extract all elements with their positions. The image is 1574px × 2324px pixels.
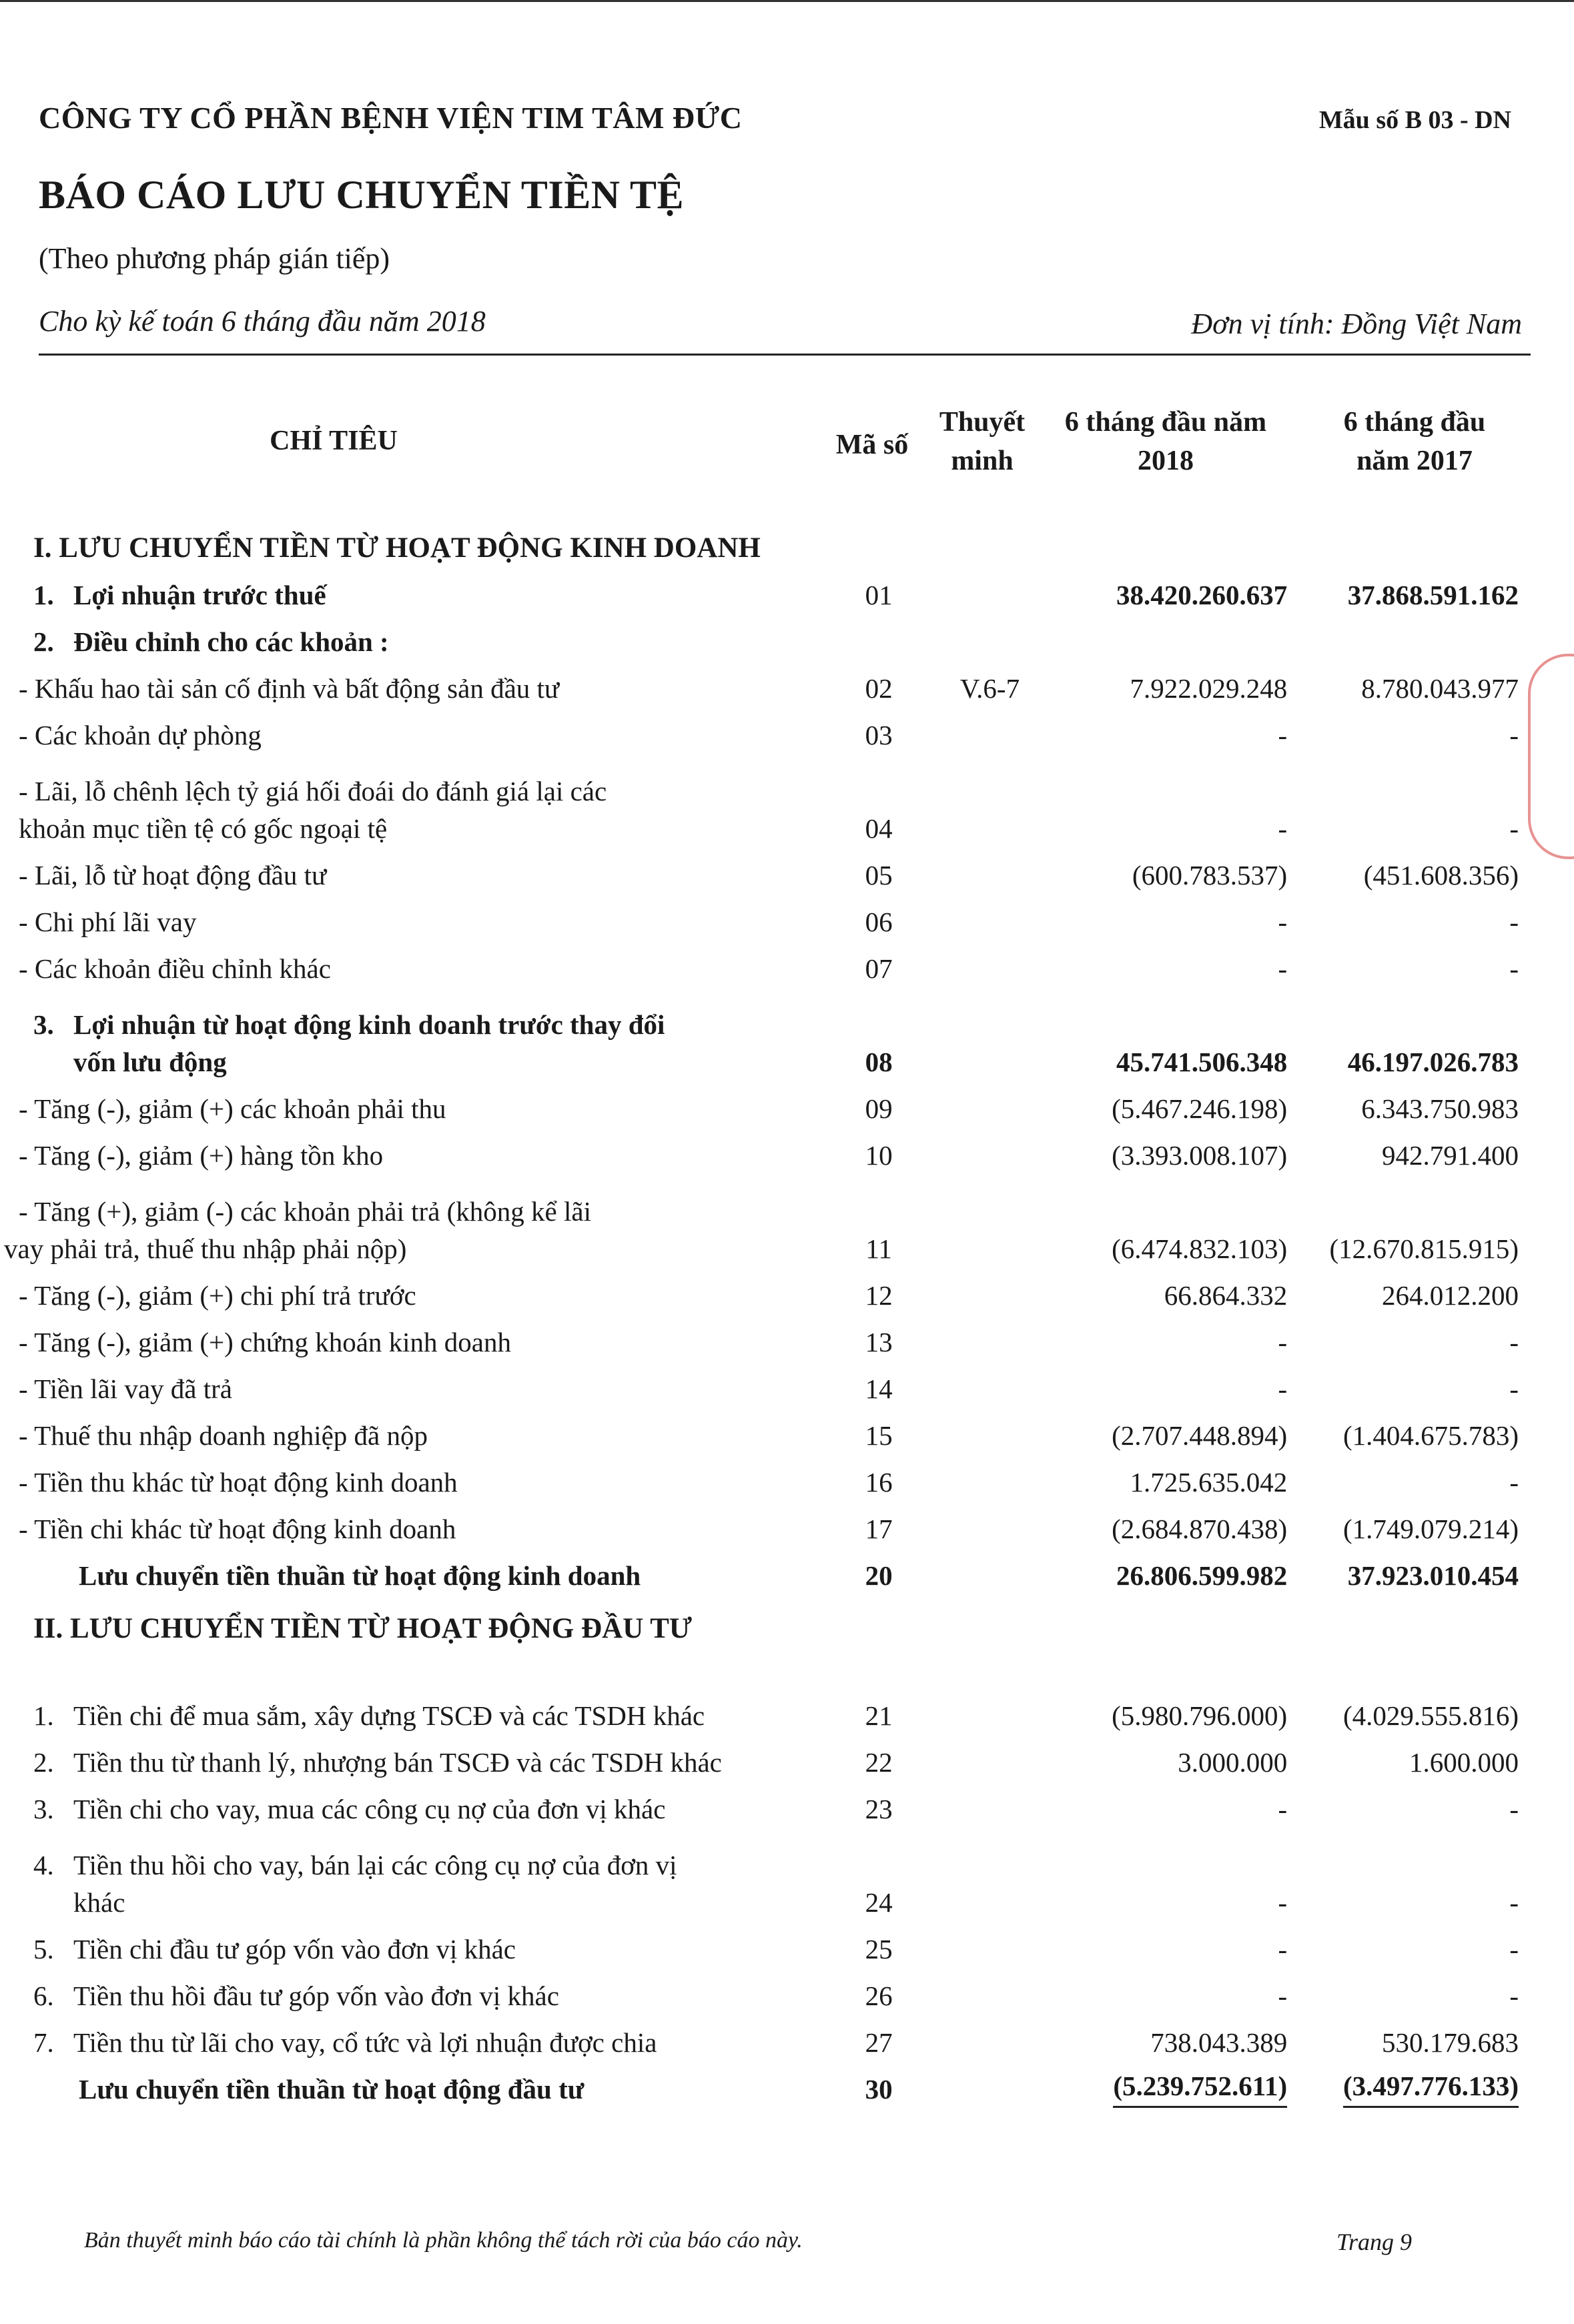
row-value-previous xyxy=(1299,614,1528,660)
row-value-previous: - xyxy=(1509,1373,1519,1404)
row-number: 3. xyxy=(33,1794,54,1824)
row-value-current: (3.393.008.107) xyxy=(1112,1140,1288,1171)
footer-note: Bản thuyết minh báo cáo tài chính là phần không thể tách rời của báo cáo này. xyxy=(84,2228,803,2253)
row-value-previous: (1.404.675.783) xyxy=(1342,1420,1519,1451)
col-header-current-line1: 6 tháng đầu năm xyxy=(1064,407,1267,438)
row-value-current: 7.922.029.248 xyxy=(1130,673,1288,704)
row-value-current: 45.741.506.348 xyxy=(1116,1047,1288,1077)
row-value-previous: (1.749.079.214) xyxy=(1342,1514,1519,1544)
row-value-previous: 264.012.200 xyxy=(1382,1280,1519,1311)
table-row xyxy=(33,660,1528,707)
row-value-previous: - xyxy=(1509,813,1519,844)
row-code: 14 xyxy=(865,1373,893,1404)
company-name: CÔNG TY CỔ PHẦN BỆNH VIỆN TIM TÂM ĐỨC xyxy=(39,101,743,135)
total-row xyxy=(33,1548,1528,1594)
row-label: Tiền chi cho vay, mua các công cụ nợ của đơn vị khác xyxy=(73,1794,666,1824)
row-number: 4. xyxy=(33,1850,54,1880)
row-note xyxy=(929,1174,1050,1267)
row-code: 21 xyxy=(865,1700,893,1731)
row-code: 06 xyxy=(865,907,893,937)
col-header-item xyxy=(200,422,467,460)
row-label-line1: Tiền thu hồi cho vay, bán lại các công cụ nợ của đơn vị xyxy=(73,1850,677,1880)
col-header-current-line2: 2018 xyxy=(1138,446,1194,476)
row-value-current: - xyxy=(1278,1934,1288,1964)
report-method: (Theo phương pháp gián tiếp) xyxy=(39,242,390,275)
table-row xyxy=(33,1828,1528,1921)
row-note xyxy=(929,1501,1050,1548)
row-value-previous: 8.780.043.977 xyxy=(1361,673,1519,704)
table-row xyxy=(33,2014,1528,2061)
row-value-previous: 530.179.683 xyxy=(1382,2027,1519,2058)
row-label: - Tăng (-), giảm (+) chứng khoán kinh doanh xyxy=(19,1327,511,1357)
row-value-current: 738.043.389 xyxy=(1150,2027,1288,2058)
table-row xyxy=(33,1314,1528,1361)
table-row xyxy=(33,1688,1528,1734)
table-row xyxy=(33,1361,1528,1407)
section-heading xyxy=(33,520,1528,567)
row-label: Điều chỉnh cho các khoản : xyxy=(73,626,389,657)
table-row xyxy=(33,847,1528,894)
row-value-current: - xyxy=(1278,953,1288,984)
row-number: 5. xyxy=(33,1934,54,1964)
cash-flow-table xyxy=(4,520,1528,2108)
section2-title: II. LƯU CHUYỂN TIỀN TỪ HOẠT ĐỘNG ĐẦU TƯ xyxy=(33,1613,693,1644)
row-label: - Tăng (-), giảm (+) hàng tồn kho xyxy=(19,1140,384,1171)
col-header-code-label: Mã số xyxy=(835,430,909,460)
table-row xyxy=(33,1501,1528,1548)
row-note xyxy=(929,1127,1050,1174)
row-value-current xyxy=(1050,614,1299,660)
table-row xyxy=(33,1127,1528,1174)
row-value-previous: (12.670.815.915) xyxy=(1329,1233,1519,1264)
row-value-current: (5.467.246.198) xyxy=(1112,1093,1288,1124)
row-note xyxy=(929,987,1050,1081)
row-value-current: - xyxy=(1278,1327,1288,1357)
table-row xyxy=(33,754,1528,847)
row-number: 7. xyxy=(33,2027,54,2058)
row-note xyxy=(929,894,1050,941)
table-row xyxy=(33,941,1528,987)
row-note xyxy=(929,941,1050,987)
row-note xyxy=(929,1314,1050,1361)
row-value-current: 66.864.332 xyxy=(1164,1280,1288,1311)
row-value-previous: (3.497.776.133) xyxy=(1343,2067,1519,2108)
row-value-current: 26.806.599.982 xyxy=(1116,1560,1288,1591)
table-row xyxy=(33,1407,1528,1454)
row-code: 11 xyxy=(865,1233,892,1264)
row-value-current: - xyxy=(1278,1373,1288,1404)
page-top-border xyxy=(0,0,1574,2)
row-note xyxy=(929,754,1050,847)
row-value-previous: - xyxy=(1509,1794,1519,1824)
row-code: 01 xyxy=(865,580,893,610)
row-code xyxy=(829,614,929,660)
report-title: BÁO CÁO LƯU CHUYỂN TIỀN TỆ xyxy=(39,173,685,217)
row-code: 26 xyxy=(865,1980,893,2011)
row-code: 10 xyxy=(865,1140,893,1171)
col-header-code xyxy=(822,426,922,464)
row-value-current: (6.474.832.103) xyxy=(1112,1233,1288,1264)
row-code: 12 xyxy=(865,1280,893,1311)
row-note xyxy=(929,1548,1050,1594)
row-code: 04 xyxy=(865,813,893,844)
row-value-previous: 6.343.750.983 xyxy=(1361,1093,1519,1124)
col-header-current xyxy=(1042,403,1289,480)
table-row xyxy=(33,894,1528,941)
row-note xyxy=(929,847,1050,894)
row-label: - Thuế thu nhập doanh nghiệp đã nộp xyxy=(19,1420,428,1451)
row-value-previous: - xyxy=(1509,1327,1519,1357)
table-row xyxy=(33,1454,1528,1501)
row-note xyxy=(929,1407,1050,1454)
total-row xyxy=(33,2061,1528,2108)
table-row xyxy=(33,1781,1528,1828)
row-label: Lưu chuyển tiền thuần từ hoạt động kinh doanh xyxy=(79,1560,641,1591)
col-header-previous-line2: năm 2017 xyxy=(1356,446,1473,476)
row-value-current: 1.725.635.042 xyxy=(1130,1467,1288,1498)
col-header-note xyxy=(922,403,1042,480)
row-label-line1: Lợi nhuận từ hoạt động kinh doanh trước thay đổi xyxy=(73,1009,665,1040)
col-header-note-line2: minh xyxy=(951,446,1014,476)
row-value-previous: - xyxy=(1509,1887,1519,1918)
row-code: 23 xyxy=(865,1794,893,1824)
row-label: - Các khoản điều chỉnh khác xyxy=(19,953,331,984)
row-note xyxy=(929,1081,1050,1127)
row-label: - Tiền lãi vay đã trả xyxy=(19,1373,232,1404)
header-divider xyxy=(39,354,1531,356)
row-value-previous: - xyxy=(1509,1934,1519,1964)
spacer-row xyxy=(33,1648,1528,1688)
row-value-current: (5.239.752.611) xyxy=(1113,2067,1287,2108)
row-note xyxy=(929,1361,1050,1407)
row-label: Tiền thu từ lãi cho vay, cổ tức và lợi nhuận được chia xyxy=(73,2027,657,2058)
row-value-previous: (451.608.356) xyxy=(1363,860,1519,891)
table-row xyxy=(33,1081,1528,1127)
row-value-current: - xyxy=(1278,720,1288,750)
row-code: 17 xyxy=(865,1514,893,1544)
row-label-line1: - Lãi, lỗ chênh lệch tỷ giá hối đoái do đánh giá lại các xyxy=(19,776,607,806)
row-code: 22 xyxy=(865,1747,893,1778)
row-label-line2: khác xyxy=(73,1887,125,1918)
row-code: 24 xyxy=(865,1887,893,1918)
row-label: Tiền chi để mua sắm, xây dựng TSCĐ và các TSDH khác xyxy=(73,1700,705,1731)
report-period: Cho kỳ kế toán 6 tháng đầu năm 2018 xyxy=(39,305,486,338)
row-value-current: (2.684.870.438) xyxy=(1112,1514,1288,1544)
row-code: 25 xyxy=(865,1934,893,1964)
row-note xyxy=(929,567,1050,614)
row-label: Tiền chi đầu tư góp vốn vào đơn vị khác xyxy=(73,1934,516,1964)
row-value-previous: 37.923.010.454 xyxy=(1347,1560,1519,1591)
row-label: - Tiền thu khác từ hoạt động kinh doanh xyxy=(19,1467,458,1498)
row-label: - Tăng (-), giảm (+) chi phí trả trước xyxy=(19,1280,416,1311)
row-label: Lợi nhuận trước thuế xyxy=(73,580,326,610)
row-value-current: 3.000.000 xyxy=(1178,1747,1288,1778)
row-value-current: (2.707.448.894) xyxy=(1112,1420,1288,1451)
row-note: V.6-7 xyxy=(959,673,1020,704)
row-code: 15 xyxy=(865,1420,893,1451)
row-value-previous: - xyxy=(1509,907,1519,937)
row-note xyxy=(929,1267,1050,1314)
row-value-current: (600.783.537) xyxy=(1132,860,1288,891)
row-value-previous: - xyxy=(1509,1980,1519,2011)
row-value-current: - xyxy=(1278,813,1288,844)
row-value-current: - xyxy=(1278,1794,1288,1824)
row-number: 1. xyxy=(33,1700,54,1731)
row-value-previous: (4.029.555.816) xyxy=(1342,1700,1519,1731)
row-value-current: 38.420.260.637 xyxy=(1116,580,1288,610)
row-code: 27 xyxy=(865,2027,893,2058)
row-code: 03 xyxy=(865,720,893,750)
row-note xyxy=(929,614,1050,660)
row-value-current: - xyxy=(1278,1887,1288,1918)
row-code: 05 xyxy=(865,860,893,891)
row-value-previous: 1.600.000 xyxy=(1409,1747,1519,1778)
row-code: 20 xyxy=(865,1560,893,1591)
row-value-current: - xyxy=(1278,1980,1288,2011)
table-row xyxy=(33,1968,1528,2014)
row-label: - Lãi, lỗ từ hoạt động đầu tư xyxy=(19,860,327,891)
row-value-previous: 46.197.026.783 xyxy=(1347,1047,1519,1077)
row-label: Tiền thu từ thanh lý, nhượng bán TSCĐ và các TSDH khác xyxy=(73,1747,722,1778)
row-value-previous: 37.868.591.162 xyxy=(1347,580,1519,610)
table-row xyxy=(33,567,1528,614)
page-number: Trang 9 xyxy=(1336,2229,1413,2255)
section-heading xyxy=(33,1594,1528,1648)
row-code: 30 xyxy=(865,2074,893,2105)
col-header-note-line1: Thuyết xyxy=(939,407,1026,438)
row-code: 08 xyxy=(865,1047,893,1077)
table-row xyxy=(33,987,1528,1081)
currency-unit: Đơn vị tính: Đồng Việt Nam xyxy=(1191,308,1522,340)
row-code: 13 xyxy=(865,1327,893,1357)
row-value-previous: 942.791.400 xyxy=(1382,1140,1519,1171)
row-label: - Khấu hao tài sản cố định và bất động sản đầu tư xyxy=(19,673,560,704)
row-label: Lưu chuyển tiền thuần từ hoạt động đầu tư xyxy=(79,2074,584,2105)
row-label: - Chi phí lãi vay xyxy=(19,907,197,937)
row-number: 6. xyxy=(33,1980,54,2011)
row-note xyxy=(929,707,1050,754)
table-row xyxy=(33,614,1528,660)
row-label: - Tăng (-), giảm (+) các khoản phải thu xyxy=(19,1093,446,1124)
table-row xyxy=(33,1267,1528,1314)
row-code: 02 xyxy=(865,673,893,704)
table-row xyxy=(33,1734,1528,1781)
row-value-previous: - xyxy=(1509,1467,1519,1498)
row-value-current: (5.980.796.000) xyxy=(1112,1700,1288,1731)
row-number: 2. xyxy=(33,1747,54,1778)
row-label: - Các khoản dự phòng xyxy=(19,720,262,750)
row-number: 2. xyxy=(33,626,54,657)
table-row xyxy=(33,707,1528,754)
col-header-previous-line1: 6 tháng đầu xyxy=(1343,407,1486,438)
form-number: Mẫu số B 03 - DN xyxy=(1318,106,1511,134)
seal-stamp-fragment xyxy=(1528,654,1574,859)
row-value-current: - xyxy=(1278,907,1288,937)
row-code: 07 xyxy=(865,953,893,984)
row-label-line2: vay phải trả, thuế thu nhập phải nộp) xyxy=(4,1233,407,1264)
table-row xyxy=(33,1921,1528,1968)
col-header-item-label: CHỈ TIÊU xyxy=(270,426,398,456)
row-label: Tiền thu hồi đầu tư góp vốn vào đơn vị khác xyxy=(73,1980,559,2011)
row-label-line2: vốn lưu động xyxy=(73,1047,227,1077)
row-value-previous: - xyxy=(1509,953,1519,984)
row-code: 09 xyxy=(865,1093,893,1124)
row-value-previous: - xyxy=(1509,720,1519,750)
section1-title: I. LƯU CHUYỂN TIỀN TỪ HOẠT ĐỘNG KINH DOANH xyxy=(33,532,761,564)
table-row xyxy=(33,1174,1528,1267)
row-number: 1. xyxy=(33,580,54,610)
row-label-line2: khoản mục tiền tệ có gốc ngoại tệ xyxy=(19,813,388,844)
col-header-previous xyxy=(1301,403,1528,480)
row-number: 3. xyxy=(33,1009,54,1040)
row-note xyxy=(929,1454,1050,1501)
row-label-line1: - Tăng (+), giảm (-) các khoản phải trả (không kể lãi xyxy=(19,1196,591,1227)
row-label: - Tiền chi khác từ hoạt động kinh doanh xyxy=(19,1514,456,1544)
row-code: 16 xyxy=(865,1467,893,1498)
